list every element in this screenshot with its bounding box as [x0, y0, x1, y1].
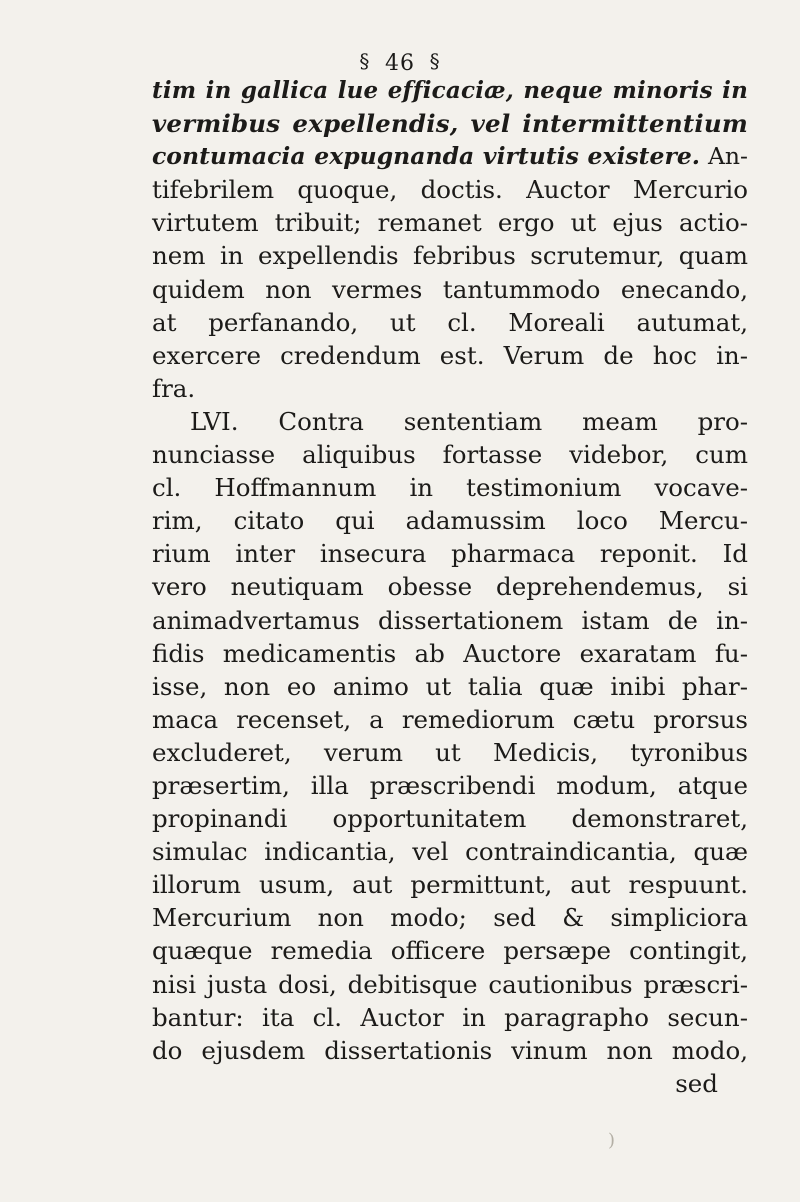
- text-line: nisi justa dosi, debitisque cautionibus præscri-: [152, 969, 748, 999]
- text-line: at perfanando, ut cl. Moreali autumat,: [152, 307, 748, 337]
- text-line-italic-part: contumacia expugnanda virtutis existere.: [152, 142, 700, 171]
- text-line: cl. Hoffmannum in testimonium vocave-: [152, 473, 748, 503]
- text-line: isse, non eo animo ut talia quæ inibi phar-: [152, 671, 748, 701]
- text-line: exercere credendum est. Verum de hoc in-: [152, 340, 748, 370]
- text-line: præsertim, illa præscribendi modum, atque: [152, 770, 748, 800]
- text-line: quæque remedia officere persæpe contingit,: [152, 936, 748, 966]
- text-line: nunciasse aliquibus fortasse videbor, cum: [152, 440, 748, 470]
- text-line: propinandi opportunitatem demonstraret,: [152, 804, 748, 834]
- text-line: Mercurium non modo; sed & simpliciora: [152, 903, 748, 933]
- text-line: tifebrilem quoque, doctis. Auctor Mercurio: [152, 175, 748, 205]
- text-line: quidem non vermes tantummodo enecando,: [152, 274, 748, 304]
- header-ornament-left: §: [359, 49, 371, 73]
- text-line: maca recenset, a remediorum cætu prorsus: [152, 704, 748, 734]
- text-line: tim in gallica lue efficaciæ, neque minoris in: [152, 77, 748, 104]
- text-line: rim, citato qui adamussim loco Mercu-: [152, 506, 748, 536]
- header-ornament-right: §: [429, 49, 441, 73]
- text-line: animadvertamus dissertationem istam de in-: [152, 605, 748, 635]
- text-line: illorum usum, aut permittunt, aut respuunt.: [152, 870, 748, 900]
- page-number: 46: [385, 51, 415, 76]
- paper-mark: ): [608, 1130, 616, 1151]
- text-line: excluderet, verum ut Medicis, tyronibus: [152, 737, 748, 767]
- text-line: do ejusdem dissertationis vinum non modo,: [152, 1035, 748, 1065]
- main-text-block: [152, 74, 748, 1100]
- catchword: sed: [675, 1068, 718, 1098]
- text-line: fra.: [152, 373, 196, 403]
- text-line: fidis medicamentis ab Auctore exaratam fu-: [152, 638, 748, 668]
- section-heading-line: LVI. Contra sententiam meam pro-: [190, 406, 748, 436]
- text-line: vermibus expellendis, vel intermittentium: [152, 109, 748, 139]
- text-line: simulac indicantia, vel contraindicantia, quæ: [152, 837, 748, 867]
- text-line-roman-part: An-: [699, 142, 748, 171]
- text-line: rium inter insecura pharmaca reponit. Id: [152, 539, 748, 569]
- text-line: nem in expellendis febribus scrutemur, quam: [152, 241, 748, 271]
- text-line: virtutem tribuit; remanet ergo ut ejus actio-: [152, 208, 748, 238]
- text-line: [152, 140, 748, 173]
- text-line: bantur: ita cl. Auctor in paragrapho secun-: [152, 1002, 748, 1032]
- text-line: vero neutiquam obesse deprehendemus, si: [152, 572, 748, 602]
